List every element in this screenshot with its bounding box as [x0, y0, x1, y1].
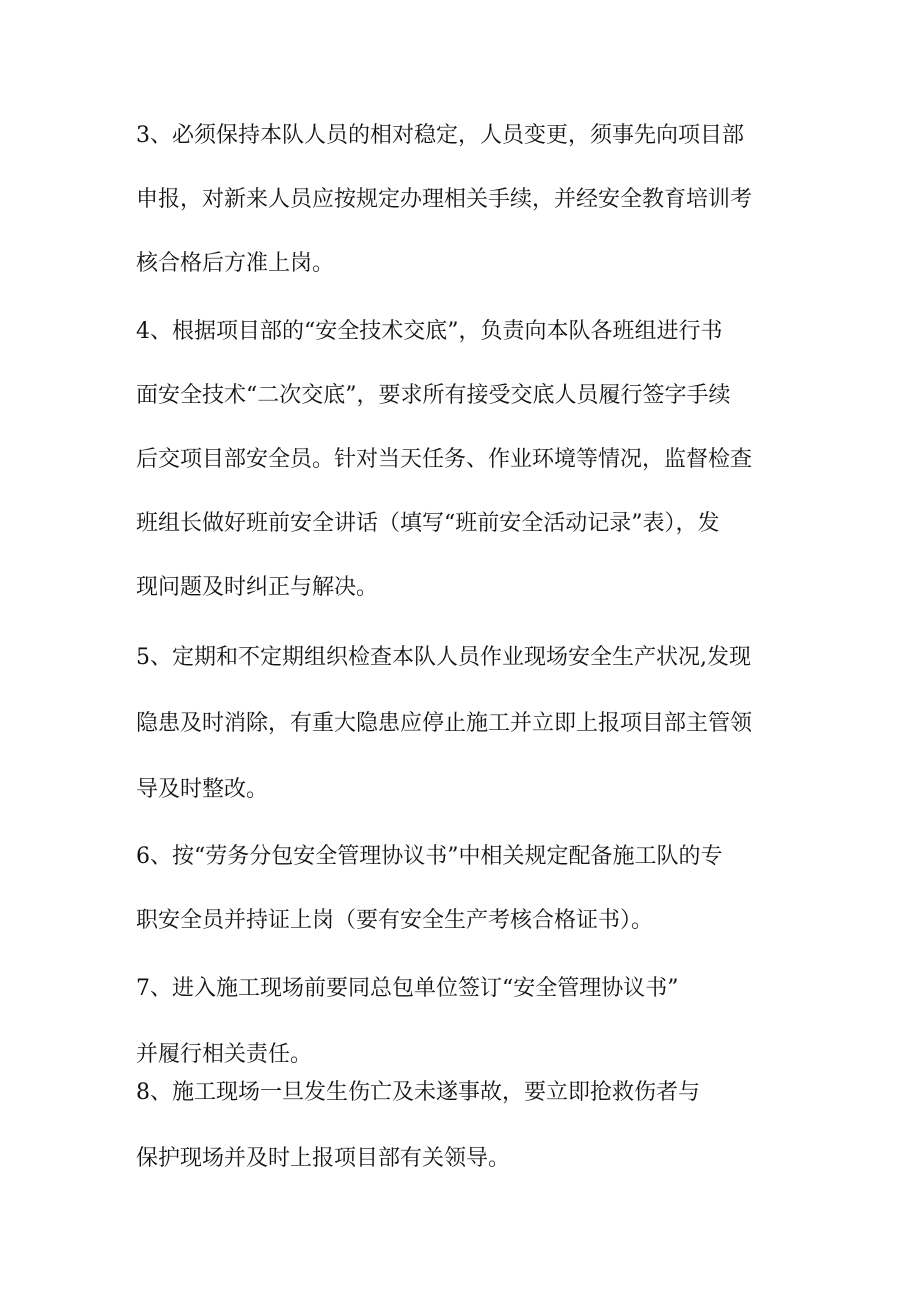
text-line: 4、根据项目部的“安全技术交底”，负责向本队各班组进行书 — [136, 319, 723, 344]
text-line: 核合格后方准上岗。 — [136, 251, 335, 276]
text-line: 并履行相关责任。 — [136, 1042, 313, 1067]
text-line: 面安全技术“二次交底”，要求所有接受交底人员履行签字手续 — [136, 383, 731, 408]
text-line: 8、施工现场一旦发生伤亡及未遂事故，要立即抢救伤者与 — [136, 1080, 700, 1105]
text-line: 导及时整改。 — [136, 777, 269, 802]
text-line: 现问题及时纠正与解决。 — [136, 575, 379, 600]
text-line: 6、按“劳务分包安全管理协议书”中相关规定配备施工队的专 — [136, 844, 723, 869]
text-line: 职安全员并持证上岗（要有安全生产考核合格证书）。 — [136, 908, 654, 933]
text-line: 班组长做好班前安全讲话（填写“班前安全活动记录”表），发 — [136, 511, 720, 536]
text-line: 隐患及时消除，有重大隐患应停止施工并立即上报项目部主管领 — [136, 711, 753, 736]
text-line: 申报，对新来人员应按规定办理相关手续，并经安全教育培训考 — [136, 187, 753, 212]
text-line: 保护现场并及时上报项目部有关领导。 — [136, 1146, 511, 1171]
text-line: 5、定期和不定期组织检查本队人员作业现场安全生产状况,发现 — [136, 645, 751, 670]
text-line: 后交项目部安全员。针对当天任务、作业环境等情况，监督检查 — [136, 447, 753, 472]
text-line: 7、进入施工现场前要同总包单位签订“安全管理协议书” — [136, 976, 679, 1001]
text-line: 3、必须保持本队人员的相对稳定，人员变更，须事先向项目部 — [136, 123, 744, 148]
